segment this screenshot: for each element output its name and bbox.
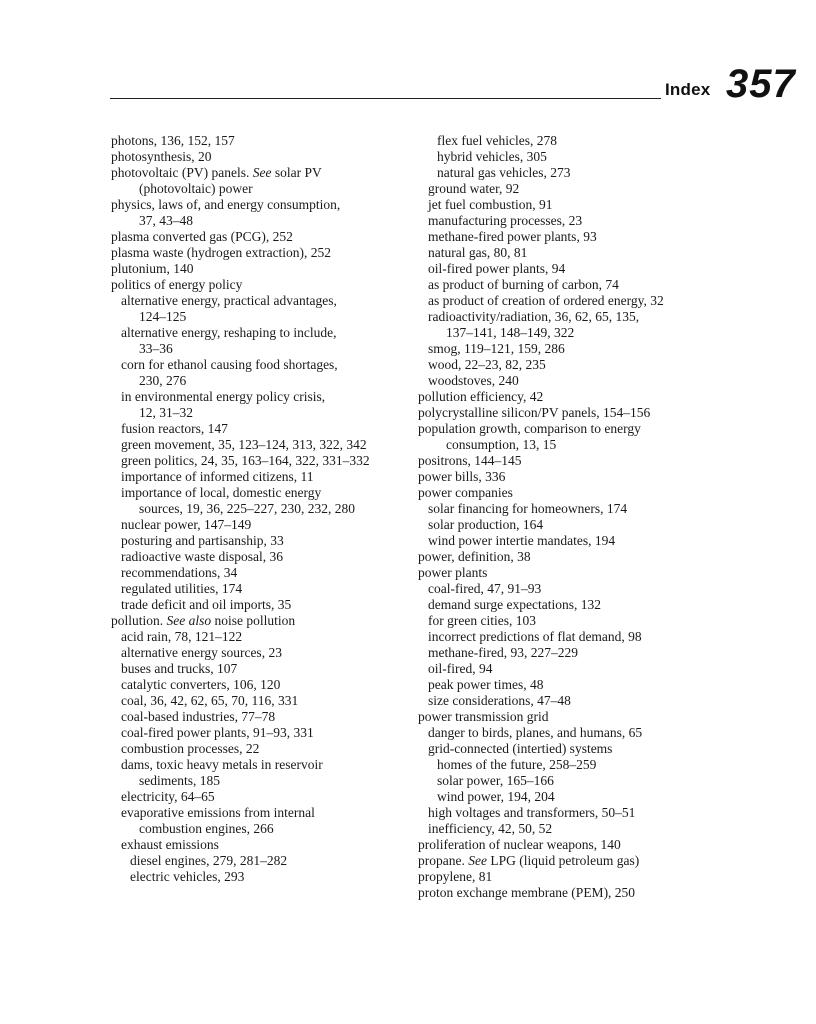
index-entry-text: combustion processes, 22	[121, 741, 260, 756]
index-entry	[418, 277, 718, 293]
index-entry-text: power, definition, 38	[418, 549, 531, 564]
index-entry-text: population growth, comparison to energy	[418, 421, 641, 436]
index-column-left	[111, 133, 411, 885]
index-entry-text: plasma converted gas (PCG), 252	[111, 229, 293, 244]
index-entry-text: woodstoves, 240	[428, 373, 519, 388]
cross-reference-label: See also	[166, 613, 212, 628]
index-entry	[418, 821, 718, 837]
index-entry	[418, 373, 718, 389]
index-entry-text: trade deficit and oil imports, 35	[121, 597, 292, 612]
index-entry-text: buses and trucks, 107	[121, 661, 238, 676]
index-entry-text: 230, 276	[139, 373, 187, 388]
header-rule	[110, 98, 661, 99]
index-entry-text: physics, laws of, and energy consumption,	[111, 197, 341, 212]
index-entry-text: wind power, 194, 204	[437, 789, 555, 804]
index-entry-text: danger to birds, planes, and humans, 65	[428, 725, 643, 740]
index-entry-text: evaporative emissions from internal	[121, 805, 315, 820]
index-entry-text: propane.	[418, 853, 465, 868]
index-entry	[111, 565, 411, 581]
index-entry	[418, 533, 718, 549]
index-entry	[111, 549, 411, 565]
index-entry-text: power plants	[418, 565, 488, 580]
index-entry	[111, 293, 411, 309]
index-entry-text: sources, 19, 36, 225–227, 230, 232, 280	[139, 501, 355, 516]
index-entry-text: diesel engines, 279, 281–282	[130, 853, 288, 868]
index-entry-text: wood, 22–23, 82, 235	[428, 357, 546, 372]
index-entry	[418, 597, 718, 613]
index-entry-text: pollution efficiency, 42	[418, 389, 544, 404]
index-entry	[418, 357, 718, 373]
index-entry-text: as product of burning of carbon, 74	[428, 277, 619, 292]
index-entry	[111, 693, 411, 709]
index-entry	[418, 261, 718, 277]
index-entry-text: peak power times, 48	[428, 677, 544, 692]
index-entry-text: pollution.	[111, 613, 164, 628]
index-entry-text: photons, 136, 152, 157	[111, 133, 235, 148]
index-entry-text: posturing and partisanship, 33	[121, 533, 284, 548]
index-entry-text: jet fuel combustion, 91	[428, 197, 553, 212]
index-entry-text: regulated utilities, 174	[121, 581, 243, 596]
index-entry	[111, 725, 411, 741]
index-entry-text: natural gas, 80, 81	[428, 245, 528, 260]
index-entry	[111, 389, 411, 405]
index-entry-text: natural gas vehicles, 273	[437, 165, 571, 180]
index-entry	[418, 197, 718, 213]
index-entry-text: sediments, 185	[139, 773, 220, 788]
index-entry-text: importance of local, domestic energy	[121, 485, 322, 500]
cross-reference-target: LPG (liquid petroleum gas)	[486, 853, 640, 868]
cross-reference-target: solar PV	[271, 165, 322, 180]
index-entry	[111, 437, 411, 453]
index-entry-text: politics of energy policy	[111, 277, 243, 292]
index-entry	[111, 165, 411, 181]
index-entry-text: grid-connected (intertied) systems	[428, 741, 613, 756]
index-entry	[418, 565, 718, 581]
index-entry	[418, 709, 718, 725]
index-entry	[111, 533, 411, 549]
index-entry-text: corn for ethanol causing food shortages,	[121, 357, 338, 372]
index-entry-text: 137–141, 148–149, 322	[446, 325, 575, 340]
index-entry	[111, 613, 411, 629]
index-entry	[418, 389, 718, 405]
index-entry	[111, 629, 411, 645]
index-entry	[418, 165, 718, 181]
index-entry	[418, 421, 718, 437]
index-entry	[111, 741, 411, 757]
index-entry	[418, 501, 718, 517]
index-entry-text: nuclear power, 147–149	[121, 517, 252, 532]
index-entry	[418, 837, 718, 853]
index-entry	[418, 629, 718, 645]
index-entry-text: dams, toxic heavy metals in reservoir	[121, 757, 323, 772]
index-entry-text: acid rain, 78, 121–122	[121, 629, 243, 644]
index-entry	[418, 469, 718, 485]
index-entry	[418, 309, 718, 325]
index-entry	[111, 149, 411, 165]
index-entry-text: inefficiency, 42, 50, 52	[428, 821, 553, 836]
index-entry-text: methane-fired, 93, 227–229	[428, 645, 578, 660]
index-entry-text: demand surge expectations, 132	[428, 597, 601, 612]
index-entry	[111, 501, 411, 517]
index-entry	[418, 869, 718, 885]
index-entry	[418, 181, 718, 197]
index-entry-text: 12, 31–32	[139, 405, 193, 420]
index-entry-text: radioactive waste disposal, 36	[121, 549, 283, 564]
index-entry	[111, 773, 411, 789]
index-entry	[111, 789, 411, 805]
index-entry	[418, 517, 718, 533]
index-entry	[111, 357, 411, 373]
index-entry	[418, 885, 718, 901]
index-entry-text: importance of informed citizens, 11	[121, 469, 314, 484]
index-entry-text: solar power, 165–166	[437, 773, 554, 788]
index-entry	[111, 133, 411, 149]
index-entry	[111, 341, 411, 357]
index-entry	[418, 549, 718, 565]
index-entry	[418, 229, 718, 245]
index-entry-text: plutonium, 140	[111, 261, 194, 276]
index-entry	[111, 581, 411, 597]
index-column-right	[418, 133, 718, 901]
index-entry-text: recommendations, 34	[121, 565, 238, 580]
cross-reference-target: noise pollution	[211, 613, 296, 628]
index-entry-text: size considerations, 47–48	[428, 693, 571, 708]
index-entry	[111, 597, 411, 613]
index-entry-text: coal, 36, 42, 62, 65, 70, 116, 331	[121, 693, 299, 708]
index-entry	[418, 805, 718, 821]
index-entry	[111, 229, 411, 245]
index-entry	[111, 821, 411, 837]
index-entry-text: 124–125	[139, 309, 187, 324]
index-entry	[418, 725, 718, 741]
index-entry	[418, 693, 718, 709]
index-entry-text: oil-fired power plants, 94	[428, 261, 566, 276]
index-entry-text: propylene, 81	[418, 869, 493, 884]
index-entry-text: (photovoltaic) power	[139, 181, 253, 196]
index-entry-text: coal-based industries, 77–78	[121, 709, 276, 724]
index-entry-text: solar production, 164	[428, 517, 544, 532]
index-entry	[418, 341, 718, 357]
index-entry	[111, 709, 411, 725]
index-entry-text: proliferation of nuclear weapons, 140	[418, 837, 621, 852]
index-entry-text: proton exchange membrane (PEM), 250	[418, 885, 636, 900]
index-entry	[111, 853, 411, 869]
index-entry-text: power companies	[418, 485, 513, 500]
index-entry	[111, 757, 411, 773]
index-entry-text: coal-fired power plants, 91–93, 331	[121, 725, 314, 740]
index-entry-text: photovoltaic (PV) panels.	[111, 165, 250, 180]
index-entry-text: in environmental energy policy crisis,	[121, 389, 326, 404]
index-entry	[418, 133, 718, 149]
index-entry	[418, 485, 718, 501]
index-entry-text: incorrect predictions of flat demand, 98	[428, 629, 642, 644]
index-entry	[111, 421, 411, 437]
index-entry	[111, 837, 411, 853]
index-entry	[111, 469, 411, 485]
index-entry	[418, 741, 718, 757]
index-entry-text: consumption, 13, 15	[446, 437, 557, 452]
index-entry-text: high voltages and transformers, 50–51	[428, 805, 636, 820]
index-entry-text: as product of creation of ordered energy, 32	[428, 293, 664, 308]
index-entry	[418, 789, 718, 805]
index-entry	[111, 645, 411, 661]
index-entry-text: power transmission grid	[418, 709, 549, 724]
index-entry	[111, 197, 411, 213]
index-entry	[111, 485, 411, 501]
index-entry	[418, 245, 718, 261]
index-entry-text: electric vehicles, 293	[130, 869, 245, 884]
index-entry-text: catalytic converters, 106, 120	[121, 677, 281, 692]
index-entry-text: positrons, 144–145	[418, 453, 522, 468]
index-entry-text: wind power intertie mandates, 194	[428, 533, 616, 548]
index-entry-text: for green cities, 103	[428, 613, 536, 628]
index-entry-text: photosynthesis, 20	[111, 149, 212, 164]
index-entry	[111, 213, 411, 229]
index-entry	[418, 293, 718, 309]
index-entry	[111, 309, 411, 325]
index-entry	[111, 277, 411, 293]
index-entry-text: alternative energy, practical advantages,	[121, 293, 337, 308]
index-entry-text: combustion engines, 266	[139, 821, 274, 836]
index-entry	[111, 805, 411, 821]
page-number: 357	[726, 62, 796, 106]
index-entry-text: green politics, 24, 35, 163–164, 322, 331–332	[121, 453, 370, 468]
index-entry	[418, 661, 718, 677]
index-entry	[418, 581, 718, 597]
index-entry	[418, 757, 718, 773]
index-entry-text: ground water, 92	[428, 181, 520, 196]
index-entry	[418, 645, 718, 661]
index-entry-text: homes of the future, 258–259	[437, 757, 597, 772]
index-entry-text: fusion reactors, 147	[121, 421, 228, 436]
index-entry	[418, 853, 718, 869]
index-entry-text: solar financing for homeowners, 174	[428, 501, 628, 516]
index-entry-text: oil-fired, 94	[428, 661, 493, 676]
index-entry-text: exhaust emissions	[121, 837, 219, 852]
index-entry-text: polycrystalline silicon/PV panels, 154–156	[418, 405, 651, 420]
index-entry	[418, 677, 718, 693]
index-entry	[111, 373, 411, 389]
index-entry-text: radioactivity/radiation, 36, 62, 65, 135,	[428, 309, 640, 324]
index-entry	[418, 405, 718, 421]
cross-reference-label: See	[468, 853, 487, 868]
index-entry	[111, 869, 411, 885]
index-entry-text: manufacturing processes, 23	[428, 213, 583, 228]
index-entry-text: plasma waste (hydrogen extraction), 252	[111, 245, 332, 260]
index-entry-text: coal-fired, 47, 91–93	[428, 581, 542, 596]
index-entry	[418, 437, 718, 453]
cross-reference-label: See	[252, 165, 272, 180]
index-entry	[418, 149, 718, 165]
index-entry	[111, 325, 411, 341]
index-entry	[418, 773, 718, 789]
index-entry	[111, 453, 411, 469]
index-entry-text: flex fuel vehicles, 278	[437, 133, 557, 148]
index-entry-text: methane-fired power plants, 93	[428, 229, 597, 244]
index-entry-text: 37, 43–48	[139, 213, 193, 228]
index-entry-text: smog, 119–121, 159, 286	[428, 341, 565, 356]
index-entry	[111, 245, 411, 261]
index-entry	[418, 213, 718, 229]
index-entry	[418, 453, 718, 469]
index-entry	[111, 181, 411, 197]
index-entry-text: alternative energy sources, 23	[121, 645, 282, 660]
index-entry	[111, 661, 411, 677]
index-entry	[111, 405, 411, 421]
index-entry-text: green movement, 35, 123–124, 313, 322, 342	[121, 437, 367, 452]
index-entry-text: electricity, 64–65	[121, 789, 215, 804]
index-entry	[418, 325, 718, 341]
index-entry	[111, 677, 411, 693]
index-entry-text: 33–36	[139, 341, 173, 356]
index-entry	[418, 613, 718, 629]
index-entry-text: power bills, 336	[418, 469, 506, 484]
index-entry-text: hybrid vehicles, 305	[437, 149, 547, 164]
section-label: Index	[665, 80, 711, 99]
index-entry-text: alternative energy, reshaping to include,	[121, 325, 337, 340]
index-entry	[111, 517, 411, 533]
index-entry	[111, 261, 411, 277]
